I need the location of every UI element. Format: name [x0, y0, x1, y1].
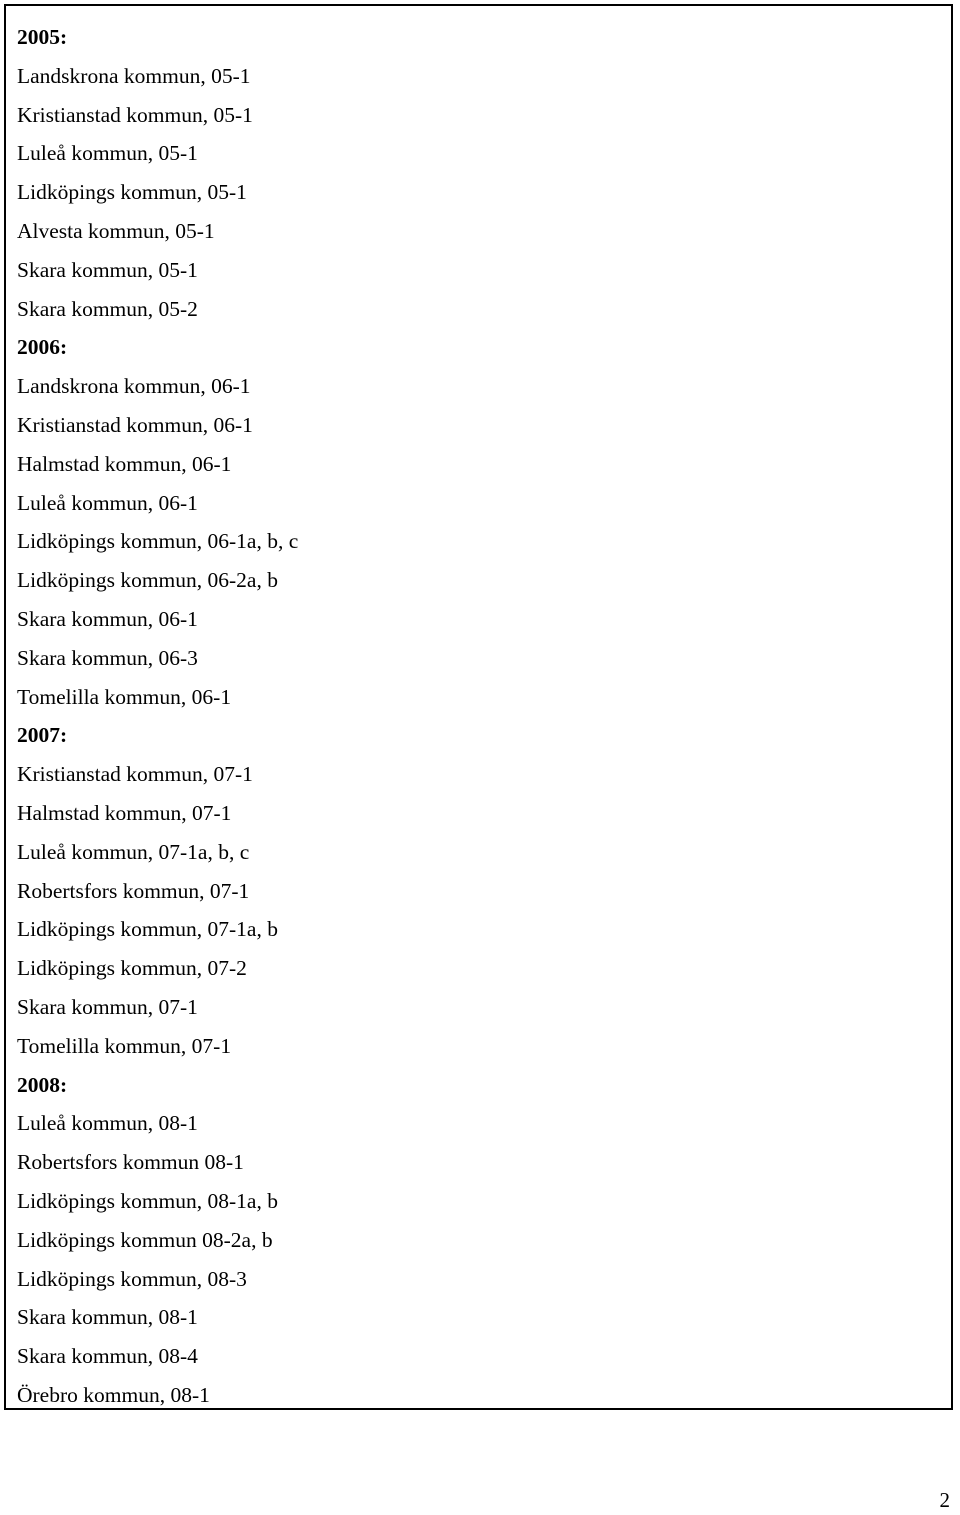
report-entry: Lidköpings kommun, 08-3	[17, 1266, 247, 1291]
report-entry: Luleå kommun, 07-1a, b, c	[17, 839, 250, 864]
report-entry: Lidköpings kommun, 06-2a, b	[17, 568, 278, 593]
report-entry: Skara kommun, 06-1	[17, 606, 198, 631]
report-entry: Skara kommun, 07-1	[17, 994, 198, 1019]
report-entry: Skara kommun, 05-1	[17, 257, 198, 282]
report-entry: Tomelilla kommun, 07-1	[17, 1033, 232, 1058]
report-entry: Skara kommun, 08-1	[17, 1305, 198, 1330]
report-entry: Kristianstad kommun, 06-1	[17, 412, 253, 437]
report-entry: Kristianstad kommun, 07-1	[17, 762, 253, 787]
year-heading-2008: 2008:	[17, 1072, 68, 1097]
report-entry: Luleå kommun, 08-1	[17, 1111, 198, 1136]
report-entry: Landskrona kommun, 06-1	[17, 374, 251, 399]
report-entry: Kristianstad kommun, 05-1	[17, 102, 253, 127]
report-entry: Robertsfors kommun, 07-1	[17, 878, 250, 903]
report-entry: Robertsfors kommun 08-1	[17, 1150, 244, 1175]
report-entry: Halmstad kommun, 07-1	[17, 800, 232, 825]
page-number: 2	[939, 1488, 950, 1512]
report-list	[17, 18, 298, 1415]
report-entry: Luleå kommun, 06-1	[17, 490, 198, 515]
report-entry: Lidköpings kommun, 07-2	[17, 956, 247, 981]
report-entry: Luleå kommun, 05-1	[17, 141, 198, 166]
year-heading-2005: 2005:	[17, 25, 68, 49]
report-entry: Lidköpings kommun, 08-1a, b	[17, 1188, 278, 1213]
report-entry: Alvesta kommun, 05-1	[17, 218, 215, 243]
report-entry: Lidköpings kommun 08-2a, b	[17, 1227, 273, 1252]
report-entry: Skara kommun, 08-4	[17, 1344, 198, 1369]
report-entry: Lidköpings kommun, 05-1	[17, 180, 247, 205]
report-list-box	[4, 4, 953, 1410]
report-entry: Tomelilla kommun, 06-1	[17, 684, 232, 709]
report-entry: Halmstad kommun, 06-1	[17, 451, 232, 476]
year-heading-2007: 2007:	[17, 723, 68, 748]
report-entry: Lidköpings kommun, 07-1a, b	[17, 917, 278, 942]
report-entry: Lidköpings kommun, 06-1a, b, c	[17, 529, 299, 554]
report-entry: Skara kommun, 05-2	[17, 296, 198, 321]
report-entry: Skara kommun, 06-3	[17, 645, 198, 670]
report-entry: Landskrona kommun, 05-1	[17, 63, 251, 88]
year-heading-2006: 2006:	[17, 335, 68, 360]
report-entry: Örebro kommun, 08-1	[17, 1382, 210, 1407]
